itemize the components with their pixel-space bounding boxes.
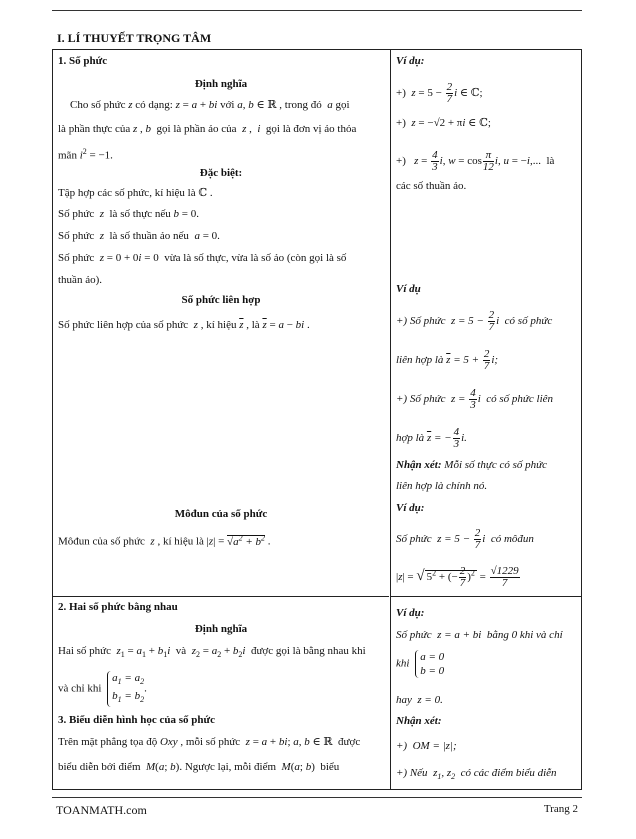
example-2-line-3: +) Số phức z = $\frac{4}{3}$ i có số phức liên bbox=[396, 387, 554, 411]
heading-bang-nhau: 2. Hai số phức bằng nhau bbox=[58, 601, 178, 613]
footer-site: TOANMATH.com bbox=[56, 803, 147, 817]
lien-hop-def: Số phức liên hợp của số phức z , kí hiệu $\overline{z}$ , là $\overline{z} = a$ − bi . bbox=[58, 319, 310, 331]
content-table bbox=[52, 49, 582, 790]
remark-1-cont: liên hợp là chính nó. bbox=[396, 480, 488, 492]
heading-lien-hop: Số phức liên hợp bbox=[181, 294, 261, 306]
footer-page-number: Trang 2 bbox=[543, 803, 578, 815]
example-1-line-2: +) z = −√2 + πi ∈ ℂ; bbox=[396, 117, 491, 129]
example-1-line-3: +) z = $\frac{4}{3}$ i, w = cos $\frac{\pi}{12}$ i, u = −i,... là bbox=[396, 149, 555, 173]
example-1-title: Ví dụ: bbox=[396, 55, 425, 67]
example-4-line-2: khi a = 0 b = 0 bbox=[396, 651, 445, 677]
example-4-line-3: hay z = 0. bbox=[396, 694, 443, 706]
row-divider-right bbox=[390, 596, 581, 597]
heading-so-phuc: 1. Số phức bbox=[58, 55, 108, 67]
geom-line-2: biểu diễn bởi điểm M(a; b). Ngược lại, mỗi điểm M(a; b) biểu bbox=[58, 761, 340, 773]
example-1-line-1: +) z = 5 − $\frac{2}{7}$ i ∈ ℂ; bbox=[396, 81, 483, 105]
special-5: thuần ảo). bbox=[58, 274, 102, 286]
top-rule bbox=[52, 10, 582, 11]
example-4-line-1: Số phức z = a + bi bằng 0 khi và chỉ bbox=[396, 629, 563, 641]
bottom-rule bbox=[52, 797, 582, 798]
heading-dac-biet: Đặc biệt: bbox=[199, 167, 243, 179]
heading-bieu-dien: 3. Biểu diễn hình học của số phức bbox=[58, 714, 215, 726]
geom-line-1: Trên mặt phẳng tọa độ Oxy , mỗi số phức z = a + bi; a, b ∈ ℝ được bbox=[58, 736, 361, 748]
heading-modun: Môđun của số phức bbox=[174, 508, 268, 520]
example-2-line-2: liên hợp là $\overline{z} = 5$ + $\frac{2}{7}$ i; bbox=[396, 348, 499, 372]
example-2-line-1: +) Số phức z = 5 − $\frac{2}{7}$ i có số phức bbox=[396, 309, 553, 333]
heading-dinh-nghia: Định nghĩa bbox=[194, 78, 248, 90]
remark-2-line-1: +) OM = |z|; bbox=[396, 740, 457, 752]
section-title: I. LÍ THUYẾT TRỌNG TÂM bbox=[57, 31, 212, 45]
row-divider-left bbox=[53, 596, 389, 597]
example-4-title: Ví dụ: bbox=[396, 607, 425, 619]
column-divider bbox=[390, 50, 391, 789]
def-line-1: Cho số phức z có dạng: z = a + bi với a, b ∈ ℝ , trong đó a gọi bbox=[70, 99, 350, 111]
example-2-title: Ví dụ bbox=[396, 283, 421, 295]
special-1: Tập hợp các số phức, kí hiệu là ℂ . bbox=[58, 187, 213, 199]
def-line-2: là phần thực của z , b gọi là phần ảo của z , i gọi là đơn vị ảo thỏa bbox=[58, 123, 357, 135]
example-1-line-4: các số thuần ảo. bbox=[396, 180, 467, 192]
special-4: Số phức z = 0 + 0i = 0 vừa là số thực, vừa là số ảo (còn gọi là số bbox=[58, 252, 347, 264]
def-line-3: mãn $i^2 = -1$. bbox=[58, 147, 113, 162]
example-3-line-2: |z| = √ $5^2$ + (− $\frac{2}{7}$ )$^2$ = $\frac{√1229}{7}$ bbox=[396, 565, 519, 589]
heading-dinh-nghia-2: Định nghĩa bbox=[194, 623, 248, 635]
equal-def-line-1: Hai số phức $z_1 = a_1 + b_1i$ và $z_2 = a_2 + b_2i$ được gọi là bằng nhau khi bbox=[58, 645, 366, 660]
special-2: Số phức z là số thực nếu b = 0. bbox=[58, 208, 199, 220]
example-3-line-1: Số phức z = 5 − $\frac{2}{7}$ i có môđun bbox=[396, 527, 534, 551]
modun-def: Môđun của số phức z , kí hiệu là $|z| = √a^2 + b^2$ . bbox=[58, 533, 271, 548]
example-2-line-4: hợp là $\overline{z}$ = − $\frac{4}{3}$ i. bbox=[396, 426, 467, 450]
remark-1: Nhận xét: Mỗi số thực có số phức bbox=[396, 459, 548, 471]
equal-def-line-2: và chỉ khi $a_1 = a_2$ $b_1 = b_2$ . bbox=[58, 671, 147, 707]
example-3-title: Ví dụ: bbox=[396, 502, 425, 514]
remark-2-line-2: +) Nếu $z_1$, $z_2$ có các điểm biểu diễn bbox=[396, 767, 557, 782]
special-3: Số phức z là số thuần ảo nếu a = 0. bbox=[58, 230, 220, 242]
remark-2-title: Nhận xét: bbox=[396, 715, 442, 727]
